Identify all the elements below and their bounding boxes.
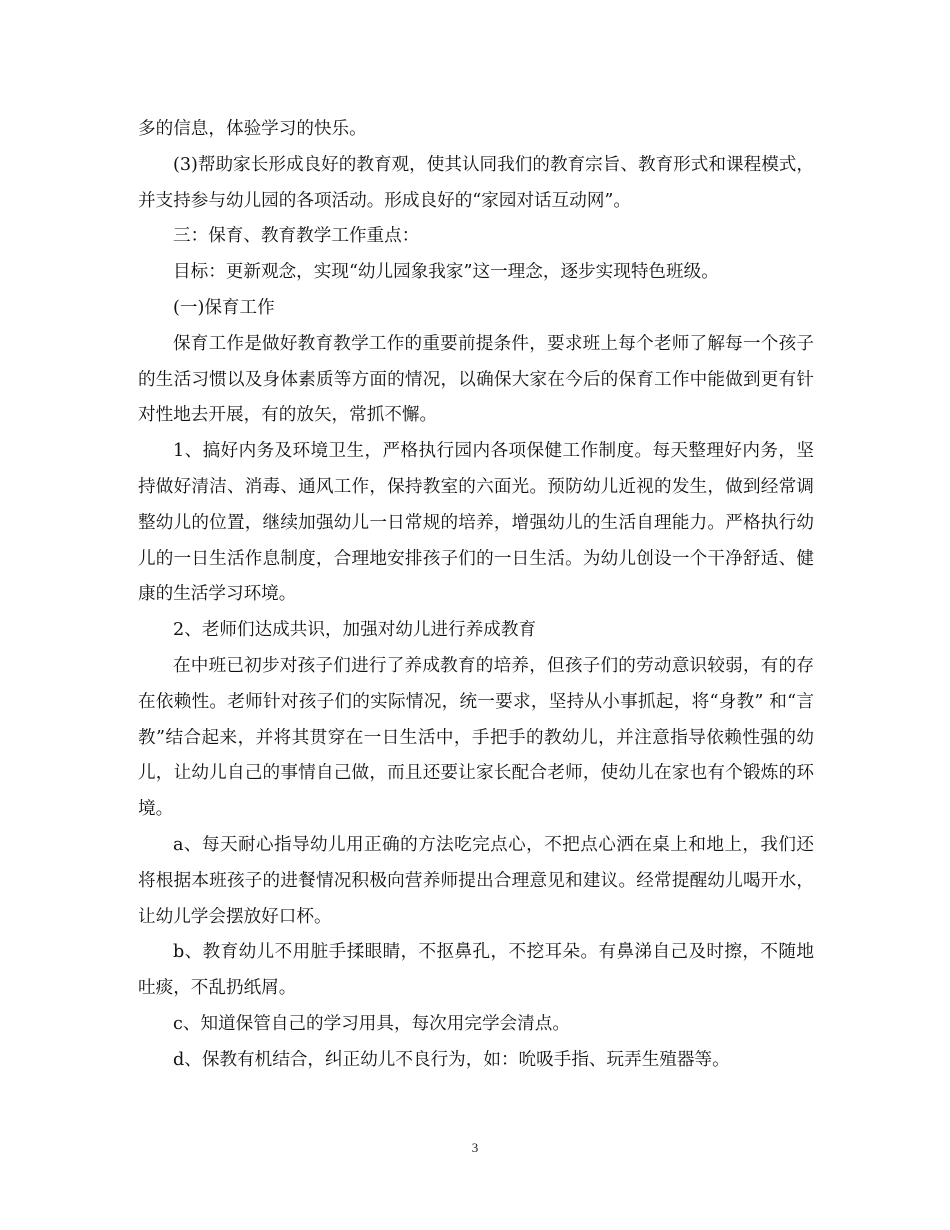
paragraph-habit-education: 在中班已初步对孩子们进行了养成教育的培养，但孩子们的劳动意识较弱，有的存在依赖性。老师针对孩子们的实际情况，统一要求，坚持从小事抓起，将“身教” 和“言教”结合起来，并将其贯穿在一日生活中，手把手的教幼儿，并注意指导依赖性强的幼儿，让幼儿自己的事情自己做，而且还要让家长配合老师，使幼儿在家也有个锻炼的环境。 xyxy=(138,655,814,820)
paragraph-item-a: a、每天耐心指导幼儿用正确的方法吃完点心，不把点心洒在桌上和地上，我们还将根据本班孩子的进餐情况积极向营养师提出合理意见和建议。经常提醒幼儿喝开水，让幼儿学会摆放好口杯。 xyxy=(138,834,814,927)
paragraph-continuation: 多的信息，体验学习的快乐。 xyxy=(138,119,367,139)
paragraph-item-d: d、保教有机结合，纠正幼儿不良行为，如：吮吸手指、玩弄生殖器等。 xyxy=(173,1049,730,1070)
paragraph-item-c: c、知道保管自己的学习用具，每次用完学会清点。 xyxy=(173,1013,570,1034)
section-heading-priorities: 三：保育、教育教学工作重点： xyxy=(173,226,420,247)
page-number: 3 xyxy=(471,1140,479,1155)
subsection-heading-care-work: (一)保育工作 xyxy=(173,297,275,318)
page-body xyxy=(138,112,814,1079)
paragraph-item-1-hygiene: 1、搞好内务及环境卫生，严格执行园内各项保健工作制度。每天整理好内务，坚持做好清洁、消毒、通风工作，保持教室的六面光。预防幼儿近视的发生，做到经常调整幼儿的位置，继续加强幼儿一日常规的培养，增强幼儿的生活自理能力。严格执行幼儿的一日生活作息制度，合理地安排孩子们的一日生活。为幼儿创设一个干净舒适、健康的生活学习环境。 xyxy=(138,441,814,605)
paragraph-parent-education: (3)帮助家长形成良好的教育观，使其认同我们的教育宗旨、教育形式和课程模式，并支持参与幼儿园的各项活动。形成良好的“家园对话互动网”。 xyxy=(138,154,814,211)
paragraph-item-b: b、教育幼儿不用脏手揉眼睛，不抠鼻孔，不挖耳朵。有鼻涕自己及时擦，不随地吐痰，不乱扔纸屑。 xyxy=(138,942,814,999)
paragraph-care-work-intro: 保育工作是做好教育教学工作的重要前提条件，要求班上每个老师了解每一个孩子的生活习惯以及身体素质等方面的情况，以确保大家在今后的保育工作中能做到更有针对性地去开展，有的放矢，常抓不懈。 xyxy=(138,333,814,426)
paragraph-item-2-heading: 2、老师们达成共识，加强对幼儿进行养成教育 xyxy=(173,620,537,641)
paragraph-goal: 目标：更新观念，实现“幼儿园象我家”这一理念，逐步实现特色班级。 xyxy=(173,262,719,283)
